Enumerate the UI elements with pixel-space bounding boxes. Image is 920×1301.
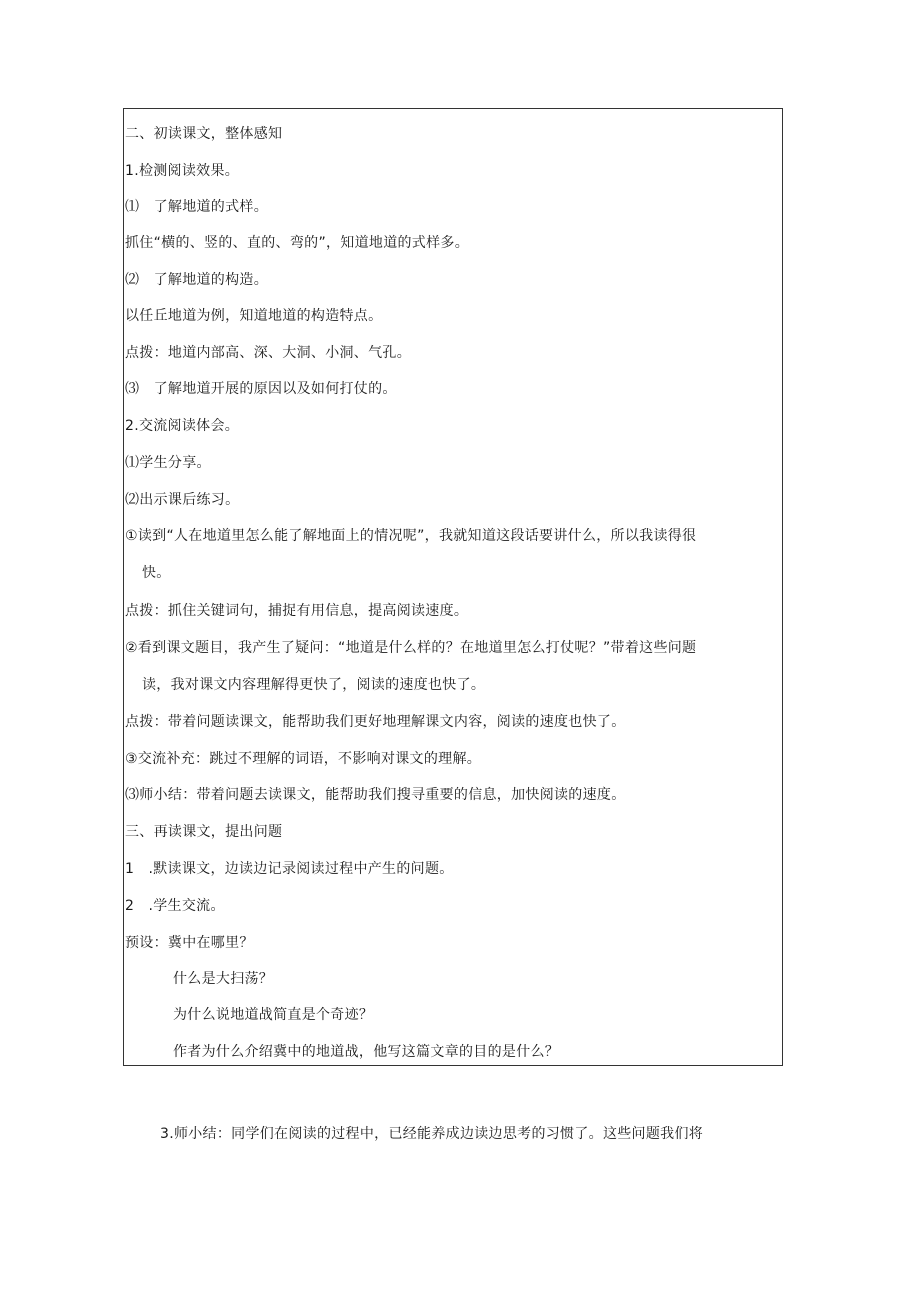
lesson-line-continued: 快。 bbox=[142, 565, 171, 581]
section-heading-2: 二、初读课文，整体感知 bbox=[125, 126, 283, 142]
lesson-line: 点拨：地道内部高、深、大洞、小洞、气孔。 bbox=[125, 345, 411, 361]
preset-question: 什么是大扫荡？ bbox=[173, 971, 274, 987]
lesson-line: 点拨：带着问题读课文，能帮助我们更好地理解课文内容，阅读的速度也快了。 bbox=[125, 714, 626, 730]
lesson-line: ③交流补充：跳过不理解的词语，不影响对课文的理解。 bbox=[125, 751, 482, 767]
preset-question: 为什么说地道战简直是个奇迹？ bbox=[173, 1007, 374, 1023]
lesson-line: ⑵出示课后练习。 bbox=[125, 492, 240, 508]
lesson-line: ⑴学生分享。 bbox=[125, 455, 211, 471]
lesson-line: ⑵ 了解地道的构造。 bbox=[125, 272, 268, 288]
lesson-line: 1 .默读课文，边读边记录阅读过程中产生的问题。 bbox=[125, 861, 454, 877]
preset-question: 作者为什么介绍冀中的地道战，他写这篇文章的目的是什么？ bbox=[173, 1044, 560, 1060]
lesson-line: ⑴ 了解地道的式样。 bbox=[125, 199, 268, 215]
lesson-line: 1.检测阅读效果。 bbox=[125, 163, 240, 179]
teacher-summary-line: 3.师小结：同学们在阅读的过程中，已经能养成边读边思考的习惯了。这些问题我们将 bbox=[160, 1126, 704, 1142]
lesson-line: 2.交流阅读体会。 bbox=[125, 418, 240, 434]
lesson-line-continued: 读，我对课文内容理解得更快了，阅读的速度也快了。 bbox=[142, 677, 486, 693]
section-heading-3: 三、再读课文，提出问题 bbox=[125, 824, 283, 840]
lesson-line: 预设：冀中在哪里？ bbox=[125, 935, 254, 951]
lesson-line: ⑶师小结：带着问题去读课文，能帮助我们搜寻重要的信息，加快阅读的速度。 bbox=[125, 787, 626, 803]
lesson-line: 抓住“横的、竖的、直的、弯的”，知道地道的式样多。 bbox=[125, 235, 470, 251]
lesson-line: 2 .学生交流。 bbox=[125, 898, 225, 914]
lesson-line: 以任丘地道为例，知道地道的构造特点。 bbox=[125, 308, 383, 324]
lesson-line: 点拨：抓住关键词句，捕捉有用信息，提高阅读速度。 bbox=[125, 603, 469, 619]
lesson-line: ②看到课文题目，我产生了疑问：“地道是什么样的？在地道里怎么打仗呢？”带着这些问题 bbox=[125, 640, 697, 656]
lesson-line: ⑶ 了解地道开展的原因以及如何打仗的。 bbox=[125, 381, 397, 397]
lesson-line: ①读到“人在地道里怎么能了解地面上的情况呢”，我就知道这段话要讲什么，所以我读得很 bbox=[125, 528, 697, 544]
